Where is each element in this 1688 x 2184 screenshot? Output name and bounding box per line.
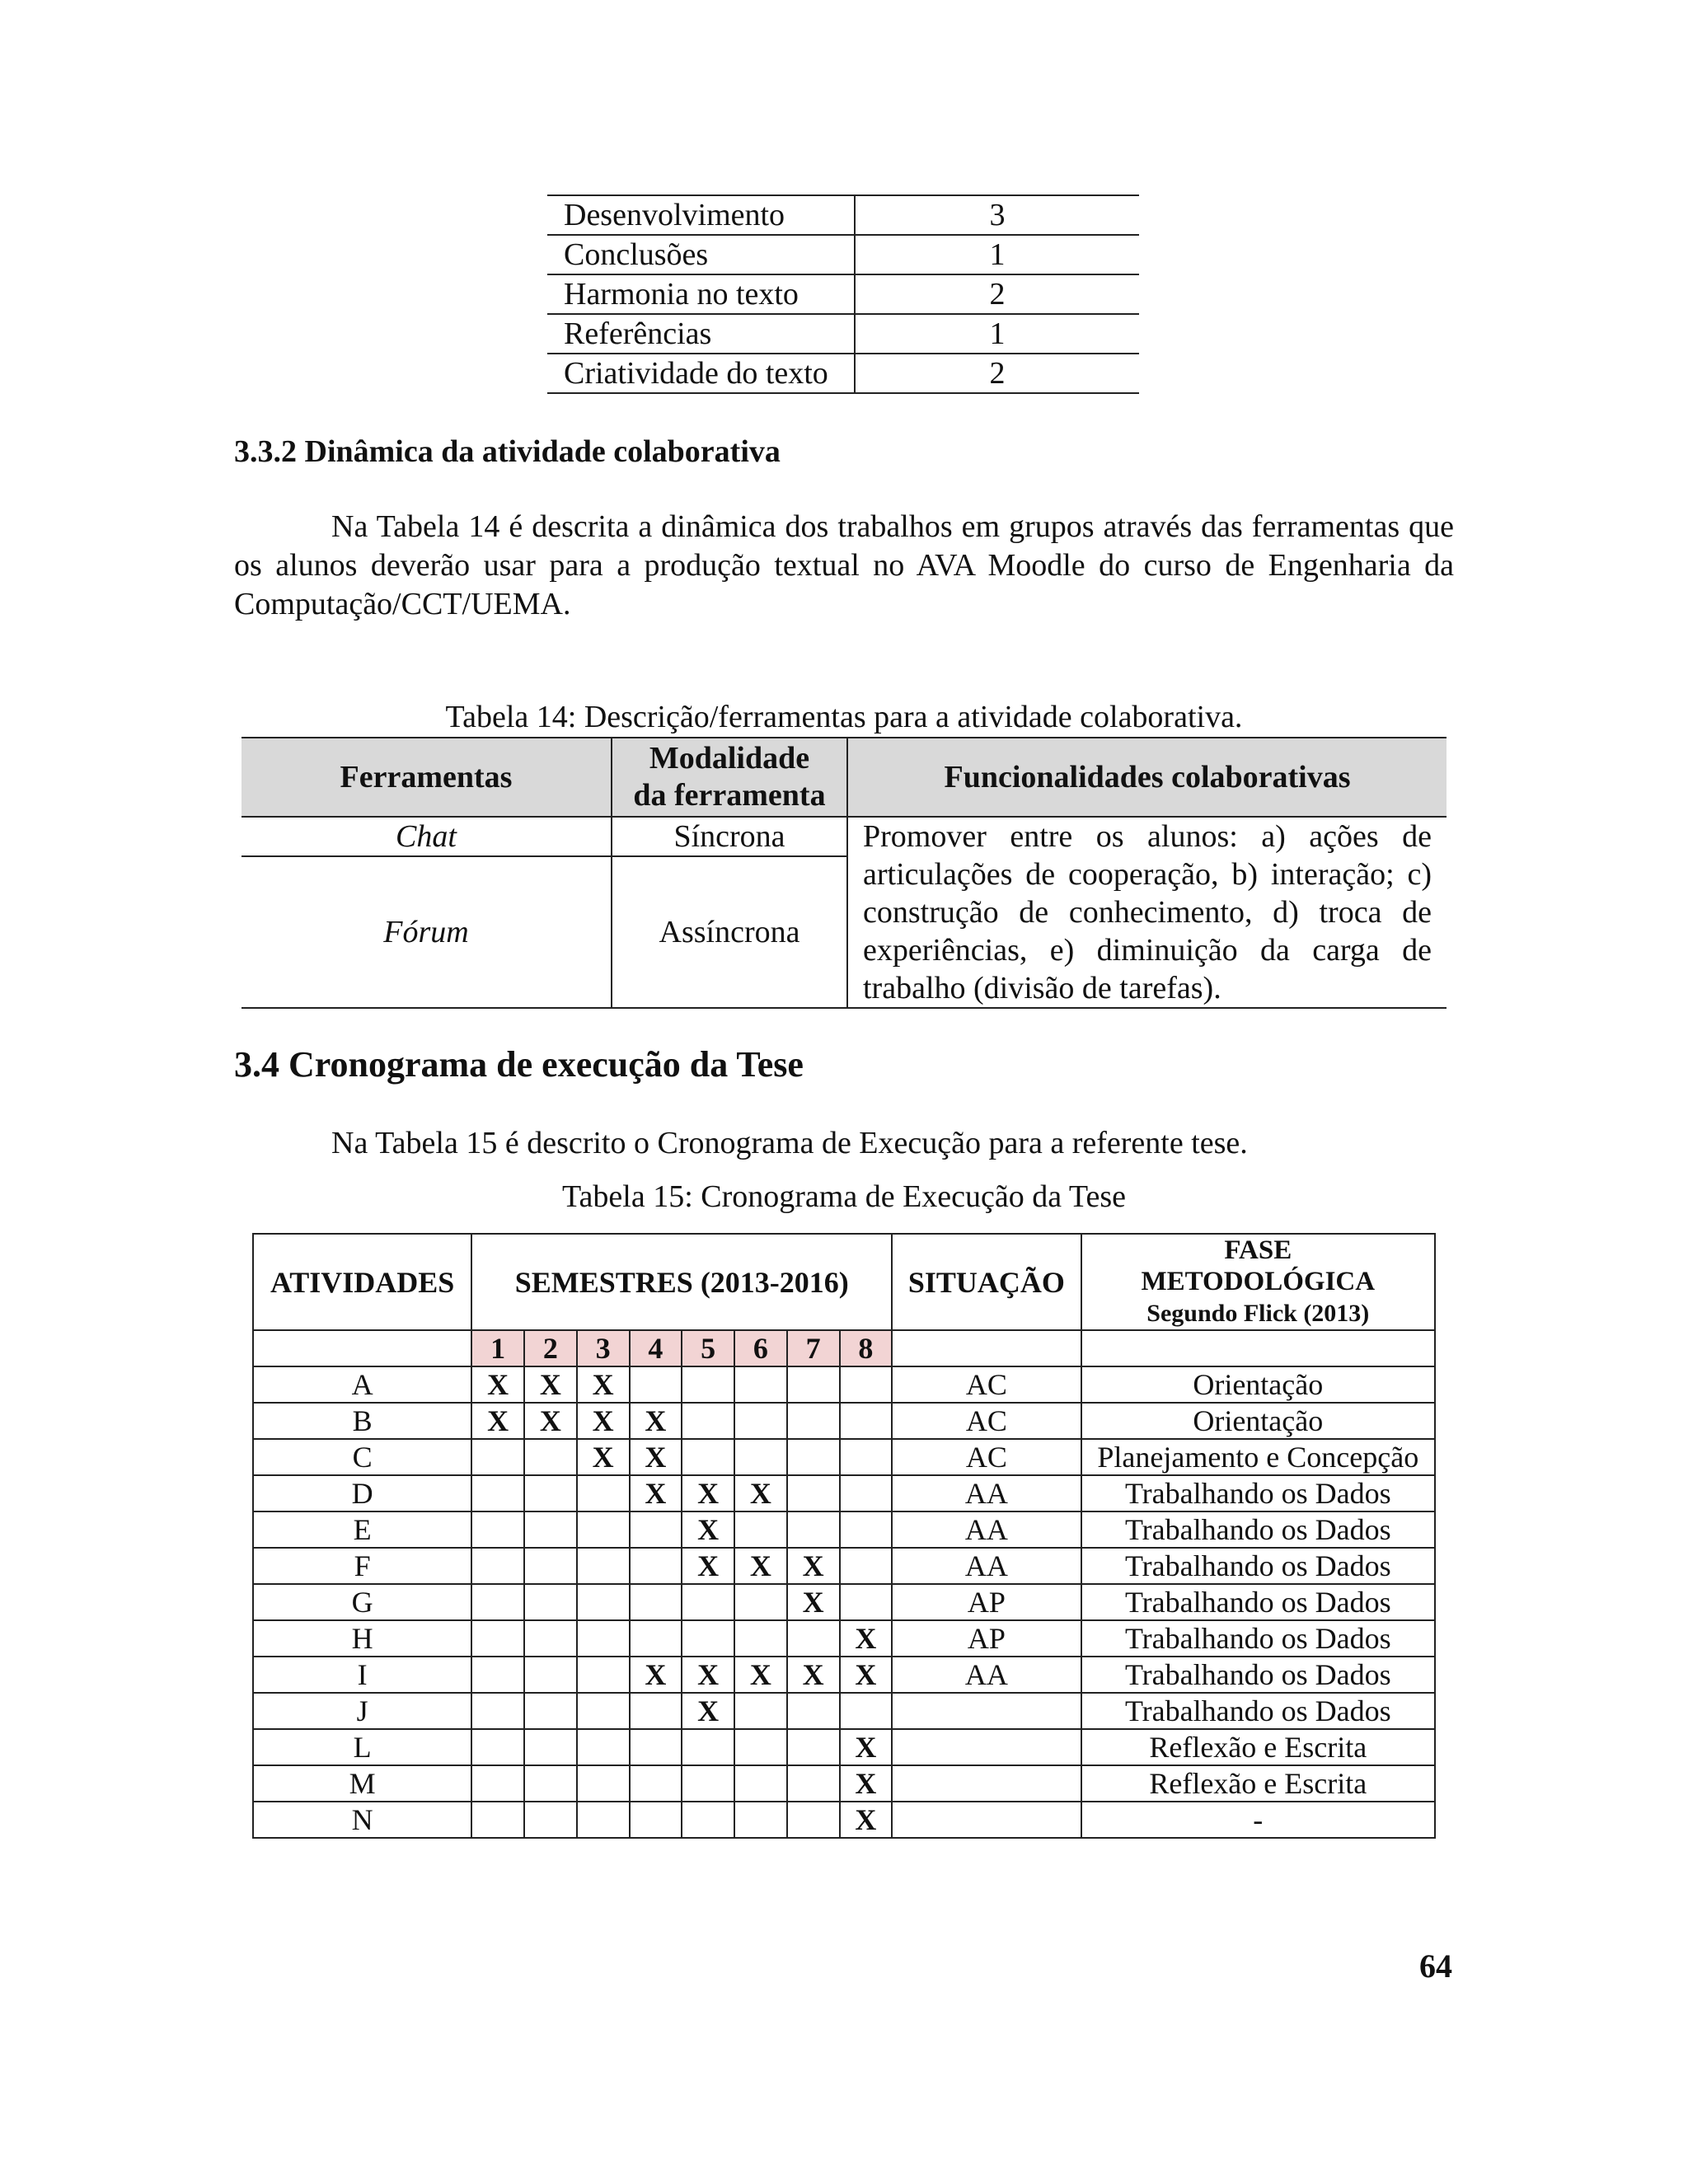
section-34-paragraph: Na Tabela 15 é descrito o Cronograma de Execução para a referente tese. xyxy=(331,1126,1248,1160)
table15-semester-cell xyxy=(524,1548,577,1584)
table15-semester-cell: X xyxy=(734,1657,787,1693)
table15-semester-cell xyxy=(682,1802,734,1838)
table15-fase: Trabalhando os Dados xyxy=(1081,1511,1435,1548)
table15-fase: Trabalhando os Dados xyxy=(1081,1657,1435,1693)
table15-atividade: F xyxy=(253,1548,471,1584)
table15-semester-cell xyxy=(524,1729,577,1765)
criteria-table xyxy=(547,194,1139,394)
table15-semester-cell: X xyxy=(524,1366,577,1403)
table15-situacao: AA xyxy=(892,1657,1081,1693)
table15-situacao: AC xyxy=(892,1439,1081,1475)
table15-semester-cell xyxy=(630,1548,682,1584)
table15-semester-cell xyxy=(734,1403,787,1439)
table14-funcionalidades: Promover entre os alunos: a) ações de articulações de cooperação, b) interação; c) construção de conhecimento, d) troca de experiências, e) diminuição da carga de trabalho (divisão de tarefas). xyxy=(847,817,1447,1008)
table15-atividade: G xyxy=(253,1584,471,1620)
criteria-value: 1 xyxy=(989,237,1006,272)
table15-situacao: AP xyxy=(892,1584,1081,1620)
table15-semester-cell xyxy=(630,1620,682,1657)
table15-row xyxy=(253,1475,1435,1511)
table15-semester-number: 3 xyxy=(577,1330,630,1366)
table15-semester-cell xyxy=(524,1657,577,1693)
table15-fase: Orientação xyxy=(1081,1366,1435,1403)
table15-semester-cell xyxy=(630,1693,682,1729)
criteria-name: Conclusões xyxy=(547,235,855,274)
table15-semester-cell: X xyxy=(840,1729,893,1765)
table15-situacao xyxy=(892,1729,1081,1765)
table15-semester-cell: X xyxy=(787,1584,840,1620)
page-number: 64 xyxy=(1419,1947,1452,1985)
table15-semester-cell xyxy=(524,1475,577,1511)
criteria-name: Harmonia no texto xyxy=(547,274,855,314)
table15-semester-cell xyxy=(471,1511,524,1548)
table15-semester-cell xyxy=(524,1802,577,1838)
table15-semester-cell: X xyxy=(630,1403,682,1439)
table14-row xyxy=(241,817,1447,856)
table14-header-ferramentas: Ferramentas xyxy=(241,738,612,817)
criteria-name: Referências xyxy=(547,314,855,354)
table15-row xyxy=(253,1693,1435,1729)
table15-semester-cell xyxy=(682,1439,734,1475)
table15-semester-cell: X xyxy=(471,1366,524,1403)
table15-semester-cell xyxy=(630,1765,682,1802)
table15-semester-cell xyxy=(630,1366,682,1403)
table15-semester-cell xyxy=(734,1729,787,1765)
table15-situacao: AC xyxy=(892,1403,1081,1439)
table15-atividade: C xyxy=(253,1439,471,1475)
table15-semester-cell xyxy=(471,1802,524,1838)
table15-semester-cell xyxy=(630,1729,682,1765)
criteria-value: 1 xyxy=(989,316,1006,351)
table14-ferramenta: Fórum xyxy=(241,856,612,1008)
table15-atividade: I xyxy=(253,1657,471,1693)
criteria-row xyxy=(547,314,1139,354)
table15-semester-cell xyxy=(471,1765,524,1802)
criteria-name: Desenvolvimento xyxy=(547,195,855,235)
table15-semester-cell: X xyxy=(524,1403,577,1439)
table15-situacao: AA xyxy=(892,1548,1081,1584)
table15-header-fase-l2: METODOLÓGICA xyxy=(1141,1267,1376,1296)
table15-semester-cell xyxy=(840,1693,893,1729)
table15-semester-cell xyxy=(682,1729,734,1765)
table15-situacao xyxy=(892,1802,1081,1838)
table15-row xyxy=(253,1620,1435,1657)
table15-semester-cell xyxy=(840,1439,893,1475)
table15-semester-cell: X xyxy=(577,1366,630,1403)
criteria-value: 2 xyxy=(989,277,1006,312)
table15-semester-cell xyxy=(840,1366,893,1403)
table15-row xyxy=(253,1403,1435,1439)
table15-semester-cell xyxy=(682,1765,734,1802)
table15-atividade: M xyxy=(253,1765,471,1802)
table15-semester-cell xyxy=(682,1620,734,1657)
table15-semester-cell xyxy=(787,1475,840,1511)
table15-semester-cell: X xyxy=(787,1548,840,1584)
table15-semester-cell xyxy=(577,1802,630,1838)
table15-semester-cell xyxy=(787,1366,840,1403)
table15-fase: Trabalhando os Dados xyxy=(1081,1475,1435,1511)
table15-semester-cell xyxy=(787,1729,840,1765)
table15-semester-cell xyxy=(471,1548,524,1584)
table15-semester-cell xyxy=(787,1439,840,1475)
table15-semester-cell xyxy=(524,1511,577,1548)
table15-header-semestres: SEMESTRES (2013-2016) xyxy=(471,1234,892,1330)
table15-semester-cell xyxy=(787,1765,840,1802)
table15-semester-cell xyxy=(787,1511,840,1548)
table15-semester-cell: X xyxy=(734,1548,787,1584)
table15-semester-cell xyxy=(630,1584,682,1620)
criteria-row xyxy=(547,195,1139,235)
table14 xyxy=(241,737,1447,1009)
table15-atividade: A xyxy=(253,1366,471,1403)
criteria-value: 2 xyxy=(989,356,1006,391)
table15-semester-cell xyxy=(471,1584,524,1620)
section-heading-34: 3.4 Cronograma de execução da Tese xyxy=(234,1044,804,1085)
table15-semester-cell xyxy=(682,1366,734,1403)
table15-semester-number: 4 xyxy=(630,1330,682,1366)
table15-fase: - xyxy=(1081,1802,1435,1838)
table14-ferramenta: Chat xyxy=(241,817,612,856)
table15-semester-cell: X xyxy=(840,1802,893,1838)
table15-header-row xyxy=(253,1234,1435,1330)
table15-fase: Reflexão e Escrita xyxy=(1081,1765,1435,1802)
table15-header-fase xyxy=(1081,1234,1435,1330)
table15-empty-cell xyxy=(892,1330,1081,1366)
table15-semester-cell: X xyxy=(630,1657,682,1693)
table14-header-modalidade-l1: Modalidade xyxy=(649,741,810,776)
section-heading-332: 3.3.2 Dinâmica da atividade colaborativa xyxy=(234,434,781,469)
table15-semester-row xyxy=(253,1330,1435,1366)
table15-semester-cell xyxy=(734,1802,787,1838)
table15-situacao xyxy=(892,1693,1081,1729)
table15-situacao: AP xyxy=(892,1620,1081,1657)
table15-row xyxy=(253,1765,1435,1802)
table15-semester-cell: X xyxy=(682,1548,734,1584)
table15-semester-cell: X xyxy=(682,1693,734,1729)
table15-row xyxy=(253,1548,1435,1584)
table15-semester-cell xyxy=(577,1511,630,1548)
table15-row xyxy=(253,1802,1435,1838)
table15-semester-cell xyxy=(471,1475,524,1511)
table15-semester-cell: X xyxy=(787,1657,840,1693)
table15-situacao: AA xyxy=(892,1475,1081,1511)
table15-semester-cell xyxy=(840,1548,893,1584)
criteria-value: 3 xyxy=(989,198,1006,232)
table15-semester-cell xyxy=(577,1475,630,1511)
table15-semester-cell xyxy=(577,1620,630,1657)
table15-semester-cell xyxy=(524,1584,577,1620)
table15-semester-cell xyxy=(577,1548,630,1584)
table15-header-fase-l1: FASE xyxy=(1224,1235,1292,1265)
table15-semester-cell xyxy=(577,1729,630,1765)
table15-atividade: N xyxy=(253,1802,471,1838)
table15-semester-cell xyxy=(840,1584,893,1620)
table15-row xyxy=(253,1511,1435,1548)
criteria-row xyxy=(547,354,1139,393)
table15-fase: Trabalhando os Dados xyxy=(1081,1584,1435,1620)
table15-semester-cell xyxy=(471,1439,524,1475)
table15-row xyxy=(253,1439,1435,1475)
table15-semester-cell: X xyxy=(577,1403,630,1439)
table15-semester-cell: X xyxy=(471,1403,524,1439)
table15-atividade: L xyxy=(253,1729,471,1765)
table14-header-funcionalidades: Funcionalidades colaborativas xyxy=(847,738,1447,817)
table15-semester-number: 5 xyxy=(682,1330,734,1366)
table14-modalidade: Síncrona xyxy=(612,817,847,856)
table15-semester-cell xyxy=(734,1620,787,1657)
table15-atividade: D xyxy=(253,1475,471,1511)
table15 xyxy=(252,1233,1436,1839)
table15-fase: Orientação xyxy=(1081,1403,1435,1439)
table14-caption: Tabela 14: Descrição/ferramentas para a atividade colaborativa. xyxy=(445,700,1243,734)
table15-atividade: J xyxy=(253,1693,471,1729)
table15-semester-cell: X xyxy=(682,1657,734,1693)
table15-semester-cell xyxy=(787,1802,840,1838)
table14-header-row xyxy=(241,738,1447,817)
table15-semester-cell xyxy=(840,1475,893,1511)
table15-header-fase-l3: Segundo Flick (2013) xyxy=(1146,1300,1370,1327)
table15-semester-cell: X xyxy=(577,1439,630,1475)
table15-atividade: H xyxy=(253,1620,471,1657)
table15-semester-cell xyxy=(734,1366,787,1403)
table15-semester-cell xyxy=(734,1584,787,1620)
table15-semester-cell: X xyxy=(630,1475,682,1511)
table15-semester-cell xyxy=(524,1620,577,1657)
table15-header-situacao: SITUAÇÃO xyxy=(892,1234,1081,1330)
table15-fase: Trabalhando os Dados xyxy=(1081,1693,1435,1729)
table15-row xyxy=(253,1584,1435,1620)
table15-semester-cell xyxy=(471,1693,524,1729)
table15-empty-cell xyxy=(1081,1330,1435,1366)
table15-semester-cell xyxy=(577,1657,630,1693)
criteria-row xyxy=(547,274,1139,314)
table15-semester-number: 8 xyxy=(840,1330,893,1366)
table15-semester-cell xyxy=(524,1765,577,1802)
table15-semester-cell xyxy=(524,1693,577,1729)
criteria-name: Criatividade do texto xyxy=(547,354,855,393)
table15-semester-number: 7 xyxy=(787,1330,840,1366)
table15-semester-number: 1 xyxy=(471,1330,524,1366)
table14-modalidade: Assíncrona xyxy=(612,856,847,1008)
table15-semester-cell: X xyxy=(682,1475,734,1511)
table15-fase: Trabalhando os Dados xyxy=(1081,1548,1435,1584)
table15-atividade: B xyxy=(253,1403,471,1439)
table15-semester-cell xyxy=(577,1584,630,1620)
section-332-paragraph: Na Tabela 14 é descrita a dinâmica dos trabalhos em grupos através das ferramentas que os alunos deverão usar para a produção textual no AVA Moodle do curso de Engenharia da Computação/CCT/UEMA. xyxy=(234,509,1454,621)
table15-fase: Reflexão e Escrita xyxy=(1081,1729,1435,1765)
table15-semester-cell xyxy=(734,1439,787,1475)
table15-semester-cell xyxy=(471,1620,524,1657)
table15-row xyxy=(253,1366,1435,1403)
table15-semester-cell xyxy=(577,1693,630,1729)
table15-row xyxy=(253,1729,1435,1765)
table15-semester-cell xyxy=(682,1403,734,1439)
criteria-row xyxy=(547,235,1139,274)
table15-semester-cell: X xyxy=(840,1765,893,1802)
table15-atividade: E xyxy=(253,1511,471,1548)
table15-semester-cell xyxy=(471,1729,524,1765)
table15-semester-cell xyxy=(630,1511,682,1548)
table15-row xyxy=(253,1657,1435,1693)
table15-semester-cell: X xyxy=(630,1439,682,1475)
table15-semester-cell xyxy=(787,1693,840,1729)
table15-semester-cell xyxy=(787,1620,840,1657)
table15-fase: Trabalhando os Dados xyxy=(1081,1620,1435,1657)
table15-semester-cell: X xyxy=(840,1657,893,1693)
table15-semester-number: 6 xyxy=(734,1330,787,1366)
table15-header-atividades: ATIVIDADES xyxy=(253,1234,471,1330)
table15-empty-cell xyxy=(253,1330,471,1366)
table15-semester-cell xyxy=(734,1693,787,1729)
table15-semester-cell: X xyxy=(682,1511,734,1548)
table15-semester-cell: X xyxy=(840,1620,893,1657)
table15-caption: Tabela 15: Cronograma de Execução da Tese xyxy=(561,1179,1127,1214)
table15-semester-cell xyxy=(682,1584,734,1620)
table15-semester-cell xyxy=(630,1802,682,1838)
table15-situacao: AC xyxy=(892,1366,1081,1403)
table15-semester-cell: X xyxy=(734,1475,787,1511)
table15-semester-cell xyxy=(524,1439,577,1475)
table15-semester-cell xyxy=(577,1765,630,1802)
table15-fase: Planejamento e Concepção xyxy=(1081,1439,1435,1475)
table14-header-modalidade xyxy=(612,738,847,817)
table15-semester-cell xyxy=(471,1657,524,1693)
table15-semester-cell xyxy=(787,1403,840,1439)
table15-semester-cell xyxy=(840,1403,893,1439)
table15-semester-cell xyxy=(734,1511,787,1548)
table15-situacao xyxy=(892,1765,1081,1802)
table15-semester-cell xyxy=(734,1765,787,1802)
table14-header-modalidade-l2: da ferramenta xyxy=(633,778,826,813)
table15-semester-number: 2 xyxy=(524,1330,577,1366)
table15-semester-cell xyxy=(840,1511,893,1548)
table15-situacao: AA xyxy=(892,1511,1081,1548)
